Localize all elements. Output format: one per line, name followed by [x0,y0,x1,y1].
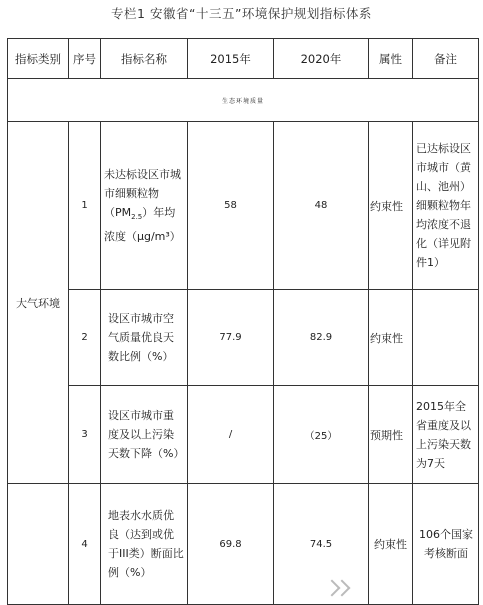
row-value-2015: 77.9 [188,290,274,386]
pm-subscript: 2.5 [131,213,143,222]
header-attr: 属性 [369,39,413,79]
header-2015: 2015年 [188,39,274,79]
header-2020: 2020年 [274,39,369,79]
row-name [101,290,188,386]
indicator-table [7,38,479,605]
table-row [8,386,479,484]
row-seq: 4 [69,484,101,605]
page-title: 专栏1 安徽省“十三五”环境保护规划指标体系 [111,6,372,21]
row-note [413,290,479,386]
header-category: 指标类别 [8,39,69,79]
section-band-row [8,79,479,122]
row-value-2020: 82.9 [274,290,369,386]
row-value-2020: （25） [274,386,369,484]
row-value-2020: 74.5 [274,484,369,605]
row-name-part: ）年均浓度（μg/m³） [104,205,181,244]
table-row [8,290,479,386]
section-band: 生态环境质量 [8,79,479,122]
row-value-2020: 48 [274,122,369,290]
row-attr: 预期性 [369,386,413,484]
header-note: 备注 [413,39,479,79]
row-value-2015: / [188,386,274,484]
header-name: 指标名称 [101,39,188,79]
category-water [8,484,69,605]
table-row [8,484,479,605]
row-attr: 约束性 [369,290,413,386]
row-name [101,386,188,484]
row-name-text: 地表水水质优良（达到或优于III类）断面比例（%） [108,509,184,579]
row-attr: 约束性 [369,484,413,605]
category-air: 大气环境 [8,122,69,484]
row-name [101,484,188,605]
row-name [101,122,188,290]
row-seq: 2 [69,290,101,386]
row-seq: 3 [69,386,101,484]
table-row [8,122,479,290]
row-value-2015: 69.8 [188,484,274,605]
row-note: 106个国家考核断面 [413,484,479,605]
row-name-part: 未达标设区市城市细颗粒物（PM [104,167,181,219]
header-seq: 序号 [69,39,101,79]
row-note: 2015年全省重度及以上污染天数为7天 [413,386,479,484]
row-seq: 1 [69,122,101,290]
row-note: 已达标设区市城市（黄山、池州）细颗粒物年均浓度不退化（详见附件1） [413,122,479,290]
row-attr: 约束性 [369,122,413,290]
row-name-text: 设区市城市重度及以上污染天数下降（%） [108,409,185,460]
header-row [8,39,479,79]
row-name-text: 设区市城市空气质量优良天数比例（%） [108,312,174,363]
row-value-2015: 58 [188,122,274,290]
